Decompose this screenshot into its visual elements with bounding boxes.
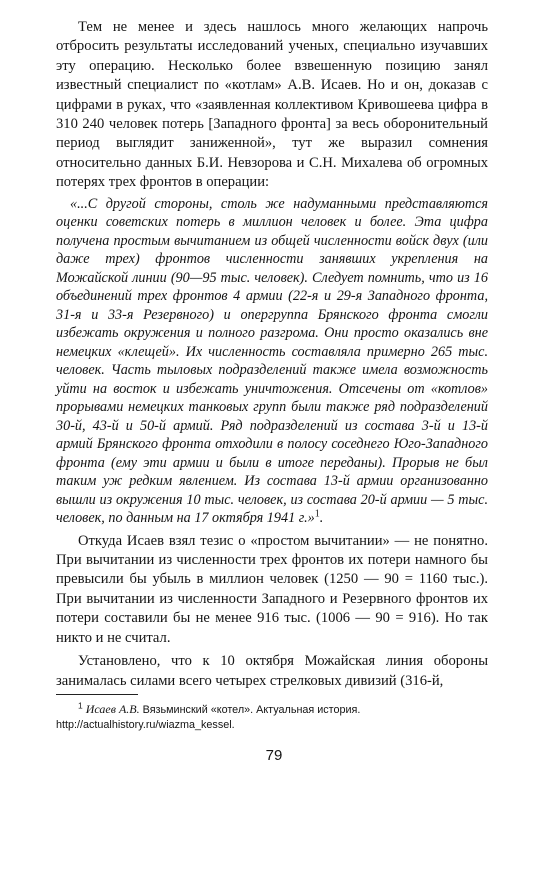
- quotation-text: «...С другой стороны, столь же надуманными представляются оценки советских потерь в миллион человек и более. Эта цифра получена простым вычитанием из общей численности войск двух (или даже трех) фронтов численности занявших укрепления на Можайской линии (90—95 тыс. человек). Следует помнить, что из 16 объединений трех фронтов 4 армии (22-я и 29-я Западного фронта, 31-я и 33-я Резервного) и опергруппа Брянского фронта смогли избежать окружения и полного разгрома. Они просто оказались вне немецких «клещей». Их численность составляла примерно 265 тыс. человек. Часть тыловых подразделений также имела возможность уйти на восток и избежать уничтожения. Отсечены от «котлов» прорывами немецких танковых групп были также ряд подразделений 30-й, 43-й и 50-й армий. Ряд подразделений из состава 3-й и 13-й армий Брянского фронта отходили в полосу соседнего Юго-Западного фронта (ему эти армии и были в итоге переданы). Прорыв не был таким уж редким явлением. Из состава 13-й армии организованно вышли из окружения 10 тыс. человек, из состава 20-й армии — 5 тыс. человек, по данным на 17 октября 1941 г.»: [56, 195, 488, 527]
- footnote-reference: 1: [314, 508, 320, 520]
- footnote-divider: [56, 694, 138, 695]
- paragraph-1: Тем не менее и здесь нашлось много желающих напрочь отбросить результаты исследований ученых, специально изучавших эту операцию. Несколько более взвешенную позицию занял известный специалист по «котлам» А.В. Исаев. Но и он, доказав с цифрами в руках, что «заявленная коллективом Кривошеева цифра в 310 240 человек потерь [Западного фронта] за весь оборонительный период выглядит заниженной», тут же выразил сомнения относительно данных Б.И. Невзорова и С.Н. Михалева об огромных потерях трех фронтов в операции:: [56, 19, 488, 191]
- paragraph-2: Откуда Исаев взял тезис о «простом вычитании» — не понятно. При вычитании из численности трех фронтов их потери намного бы превысили бы убыль в миллион человек (1250 — 90 = 1160 тыс.). При вычитании из численности Западного и Резервного фронтов их потери составили бы не менее 916 тыс. (1006 — 90 = 916). Но так никто и не считал.: [56, 532, 488, 646]
- footnote: [56, 702, 488, 733]
- page-number: 79: [265, 747, 283, 764]
- footnote-number: 1: [78, 700, 83, 711]
- paragraph-3: Установлено, что к 10 октября Можайская линия обороны занималась силами всего четырех стрелковых дивизий (316-й,: [56, 653, 488, 689]
- footnote-text: Вязьминский «котел». Актуальная история. http://actualhistory.ru/wiazma_kessel.: [56, 704, 361, 731]
- quotation: «...С другой стороны, столь же надуманными представляются оценки советских потерь в миллион человек и более. Эта цифра получена простым вычитанием из общей численности войск двух (или даже трех) фронтов численности занявших укрепления на Можайской линии (90—95 тыс. человек). Следует помнить, что из 16 объединений трех фронтов 4 армии (22-я и 29-я Западного фронта, 31-я и 33-я Резервного) и опергруппа Брянского фронта смогли избежать окружения и полного разгрома. Они просто оказались вне немецких «клещей». Их численность составляла примерно 265 тыс. человек. Часть тыловых подразделений также имела возможность уйти на восток и избежать уничтожения. Отсечены от «котлов» прорывами немецких танковых групп были также ряд подразделений 30-й, 43-й и 50-й армий. Ряд подразделений из состава 3-й и 13-й армий Брянского фронта отходили в полосу соседнего Юго-Западного фронта (ему эти армии и были в итоге переданы). Прорыв не был таким уж редким явлением. Из состава 13-й армии организованно вышли из окружения 10 тыс. человек, из состава 20-й армии — 5 тыс. человек, по данным на 17 октября 1941 г.»$^1$.: [56, 195, 488, 527]
- main-text: [56, 18, 488, 691]
- footnote-author: Исаев А.В.: [85, 702, 140, 716]
